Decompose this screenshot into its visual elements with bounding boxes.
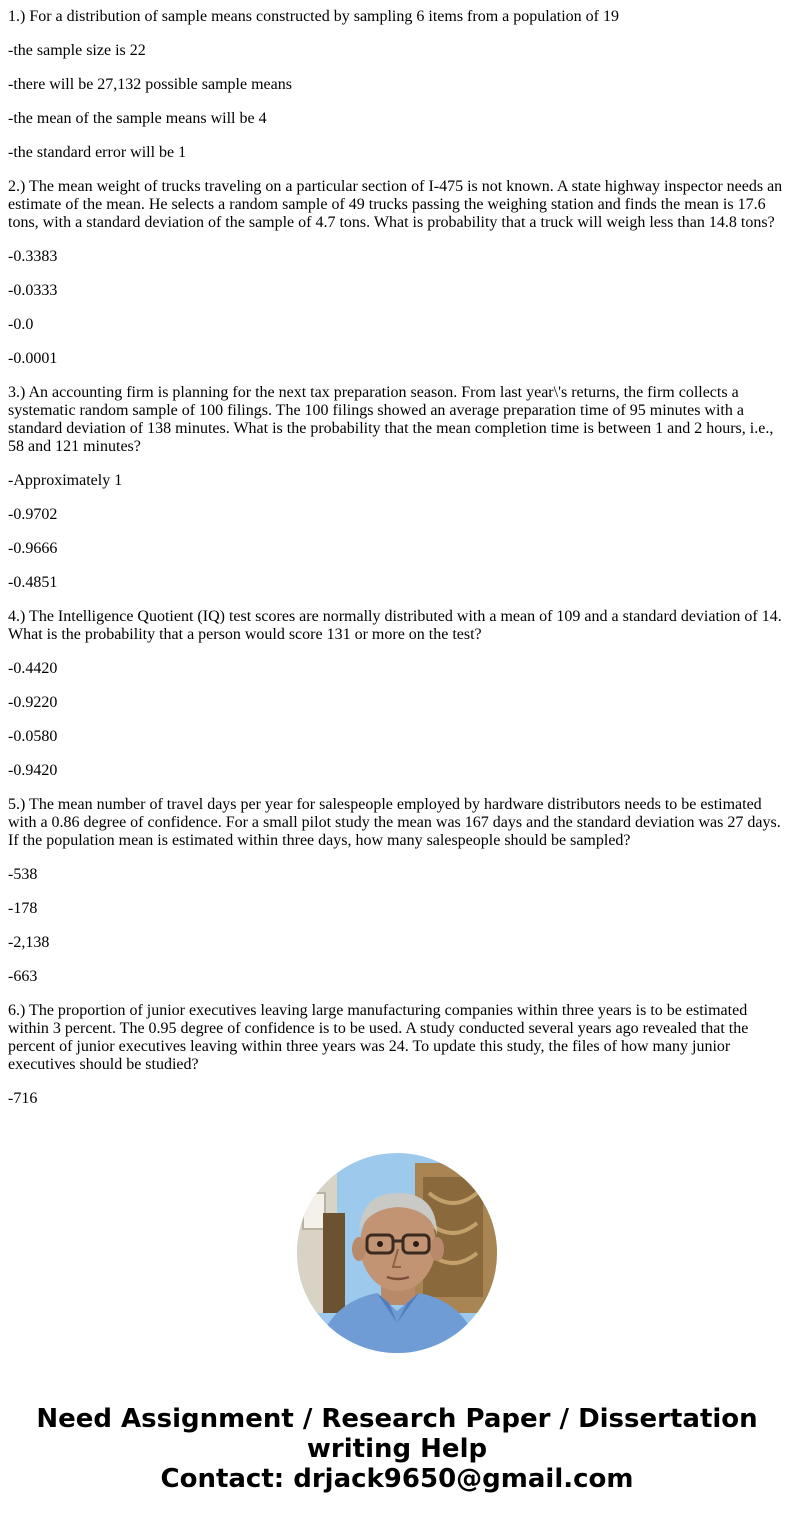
question-2-option-1: -0.3383 bbox=[8, 248, 58, 265]
question-list bbox=[8, 8, 786, 1124]
question-3-option-4: -0.4851 bbox=[8, 574, 58, 591]
footer-line-1: Need Assignment / Research Paper / Dissertation bbox=[36, 1404, 758, 1434]
question-3-option-2: -0.9702 bbox=[8, 506, 58, 523]
author-portrait-icon bbox=[297, 1153, 497, 1353]
question-1-option-4: -the standard error will be 1 bbox=[8, 144, 187, 161]
question-6-prompt: 6.) The proportion of junior executives leaving large manufacturing companies within three years is to be estimated within 3 percent. The 0.95 degree of confidence is to be used. A study conducted several years ago revealed that the percent of junior executives leaving within three years was 24. To update this study, the files of how many junior executives should be studied? bbox=[8, 1002, 749, 1073]
footer-contact-banner bbox=[0, 1404, 794, 1494]
question-1-prompt: 1.) For a distribution of sample means constructed by sampling 6 items from a population of 19 bbox=[8, 8, 620, 25]
footer-line-3: Contact: drjack9650@gmail.com bbox=[160, 1464, 634, 1494]
question-4-prompt: 4.) The Intelligence Quotient (IQ) test scores are normally distributed with a mean of 109 and a standard deviation of 14. What is the probability that a person would score 131 or more on the test? bbox=[8, 608, 782, 643]
question-1-option-3: -the mean of the sample means will be 4 bbox=[8, 110, 267, 127]
question-2-option-4: -0.0001 bbox=[8, 350, 58, 367]
question-4-option-1: -0.4420 bbox=[8, 660, 58, 677]
question-4-option-2: -0.9220 bbox=[8, 694, 58, 711]
question-3-option-1: -Approximately 1 bbox=[8, 472, 123, 489]
question-2-prompt: 2.) The mean weight of trucks traveling on a particular section of I-475 is not known. A state highway inspector needs an estimate of the mean. He selects a random sample of 49 trucks passing the weighing station and finds the mean is 17.6 tons, with a standard deviation of the sample of 4.7 tons. What is probability that a truck will weigh less than 14.8 tons? bbox=[8, 178, 783, 231]
question-6-option-1: -716 bbox=[8, 1090, 38, 1107]
question-5-prompt: 5.) The mean number of travel days per year for salespeople employed by hardware distributors needs to be estimated with a 0.86 degree of confidence. For a small pilot study the mean was 167 days and the standard deviation was 27 days. If the population mean is estimated within three days, how many salespeople should be sampled? bbox=[8, 796, 781, 849]
question-2-option-2: -0.0333 bbox=[8, 282, 58, 299]
question-4-option-4: -0.9420 bbox=[8, 762, 58, 779]
question-3-option-3: -0.9666 bbox=[8, 540, 58, 557]
avatar bbox=[297, 1153, 497, 1353]
question-5-option-2: -178 bbox=[8, 900, 38, 917]
question-1-option-1: -the sample size is 22 bbox=[8, 42, 146, 59]
question-3-prompt: 3.) An accounting firm is planning for the next tax preparation season. From last year\'s returns, the firm collects a systematic random sample of 100 filings. The 100 filings showed an average preparation time of 95 minutes with a standard deviation of 138 minutes. What is the probability that the mean completion time is between 1 and 2 hours, i.e., 58 and 121 minutes? bbox=[8, 384, 774, 455]
question-5-option-1: -538 bbox=[8, 866, 38, 883]
question-5-option-3: -2,138 bbox=[8, 934, 50, 951]
question-5-option-4: -663 bbox=[8, 968, 38, 985]
footer-line-2: writing Help bbox=[306, 1434, 488, 1464]
question-1-option-2: -there will be 27,132 possible sample means bbox=[8, 76, 292, 93]
question-2-option-3: -0.0 bbox=[8, 316, 34, 333]
question-4-option-3: -0.0580 bbox=[8, 728, 58, 745]
